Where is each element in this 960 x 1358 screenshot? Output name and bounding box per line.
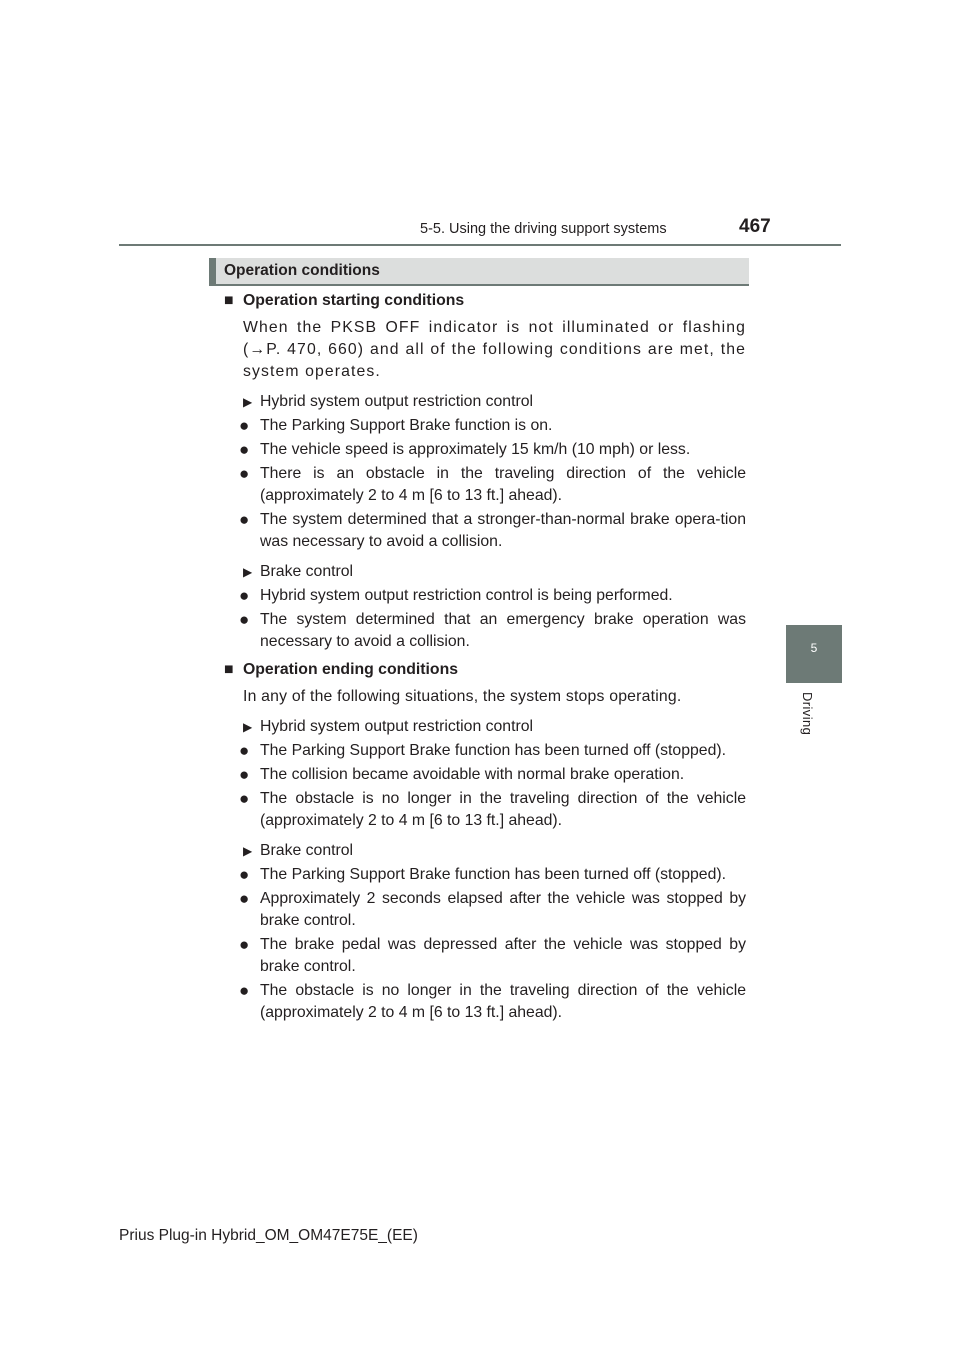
square-bullet-icon: ■ — [224, 661, 234, 678]
round-bullet-icon: ● — [239, 610, 250, 629]
footer-doc-id: Prius Plug-in Hybrid_OM_OM47E75E_(EE) — [119, 1227, 418, 1244]
end-intro: In any of the following situations, the system stops operating. — [243, 688, 682, 705]
header-section-title: 5-5. Using the driving support systems — [420, 221, 667, 237]
subheading-start — [224, 290, 746, 312]
round-bullet-icon: ● — [239, 440, 250, 459]
round-bullet-icon: ● — [239, 889, 250, 908]
header-rule — [119, 244, 841, 246]
section-title: Operation conditions — [224, 262, 380, 279]
group-heading-label: Brake control — [260, 842, 354, 859]
group-heading — [224, 840, 746, 862]
start-intro: When the PKSB OFF indicator is not illuminated or flashing (→P. 470, 660) and all of the following conditions are met, the system operates. — [243, 319, 746, 380]
list-item-text: Approximately 2 seconds elapsed after the vehicle was stopped by brake control. — [260, 890, 746, 929]
square-bullet-icon: ■ — [224, 292, 234, 309]
list-item — [224, 740, 746, 762]
list-item-text: The collision became avoidable with normal brake operation. — [260, 766, 685, 783]
list-item-text: The system determined that a stronger-than-normal brake opera-tion was necessary to avoid a collision. — [260, 511, 746, 550]
round-bullet-icon: ● — [239, 510, 250, 529]
list-item — [224, 609, 746, 653]
list-item — [224, 888, 746, 932]
list-item-text: The system determined that an emergency brake operation was necessary to avoid a collision. — [260, 611, 746, 650]
group-heading — [224, 716, 746, 738]
list-item — [224, 764, 746, 786]
round-bullet-icon: ● — [239, 741, 250, 760]
list-item-text: Hybrid system output restriction control is being performed. — [260, 587, 673, 604]
list-item — [224, 439, 746, 461]
group-heading-label: Hybrid system output restriction control — [260, 393, 534, 410]
chapter-number: 5 — [810, 641, 818, 655]
list-item-text: The Parking Support Brake function has been turned off (stopped). — [260, 742, 727, 759]
triangle-bullet-icon: ▶ — [243, 395, 253, 409]
group-heading-label: Brake control — [260, 563, 354, 580]
list-item-text: The brake pedal was depressed after the vehicle was stopped by brake control. — [260, 936, 746, 975]
round-bullet-icon: ● — [239, 935, 250, 954]
list-item — [224, 415, 746, 437]
round-bullet-icon: ● — [239, 765, 250, 784]
chapter-label: Driving — [800, 692, 815, 736]
triangle-bullet-icon: ▶ — [243, 565, 253, 579]
list-item — [224, 980, 746, 1024]
list-item — [224, 788, 746, 832]
triangle-bullet-icon: ▶ — [243, 720, 253, 734]
section-bar — [209, 258, 749, 286]
list-item — [224, 463, 746, 507]
list-item-text: The Parking Support Brake function has been turned off (stopped). — [260, 866, 727, 883]
round-bullet-icon: ● — [239, 865, 250, 884]
round-bullet-icon: ● — [239, 464, 250, 483]
list-item-text: The obstacle is no longer in the traveling direction of the vehicle (approximately 2 to 4 m [6 to 13 ft.] ahead). — [260, 790, 746, 829]
list-item-text: The Parking Support Brake function is on. — [260, 417, 553, 434]
page-content — [224, 290, 746, 1024]
subheading-end — [224, 659, 746, 681]
list-item — [224, 934, 746, 978]
group-heading — [224, 561, 746, 583]
round-bullet-icon: ● — [239, 586, 250, 605]
subheading-start-label: Operation starting conditions — [243, 292, 465, 309]
list-item-text: There is an obstacle in the traveling direction of the vehicle (approximately 2 to 4 m [6 to 13 ft.] ahead). — [260, 465, 746, 504]
page-number: 467 — [739, 216, 771, 237]
list-item-text: The vehicle speed is approximately 15 km/h (10 mph) or less. — [260, 441, 691, 458]
round-bullet-icon: ● — [239, 789, 250, 808]
list-item-text: The obstacle is no longer in the traveling direction of the vehicle (approximately 2 to 4 m [6 to 13 ft.] ahead). — [260, 982, 746, 1021]
triangle-bullet-icon: ▶ — [243, 844, 253, 858]
group-heading — [224, 391, 746, 413]
list-item — [224, 864, 746, 886]
list-item — [224, 585, 746, 607]
round-bullet-icon: ● — [239, 981, 250, 1000]
subheading-end-label: Operation ending conditions — [243, 661, 459, 678]
list-item — [224, 509, 746, 553]
round-bullet-icon: ● — [239, 416, 250, 435]
section-bar-mark — [209, 258, 216, 286]
group-heading-label: Hybrid system output restriction control — [260, 718, 534, 735]
